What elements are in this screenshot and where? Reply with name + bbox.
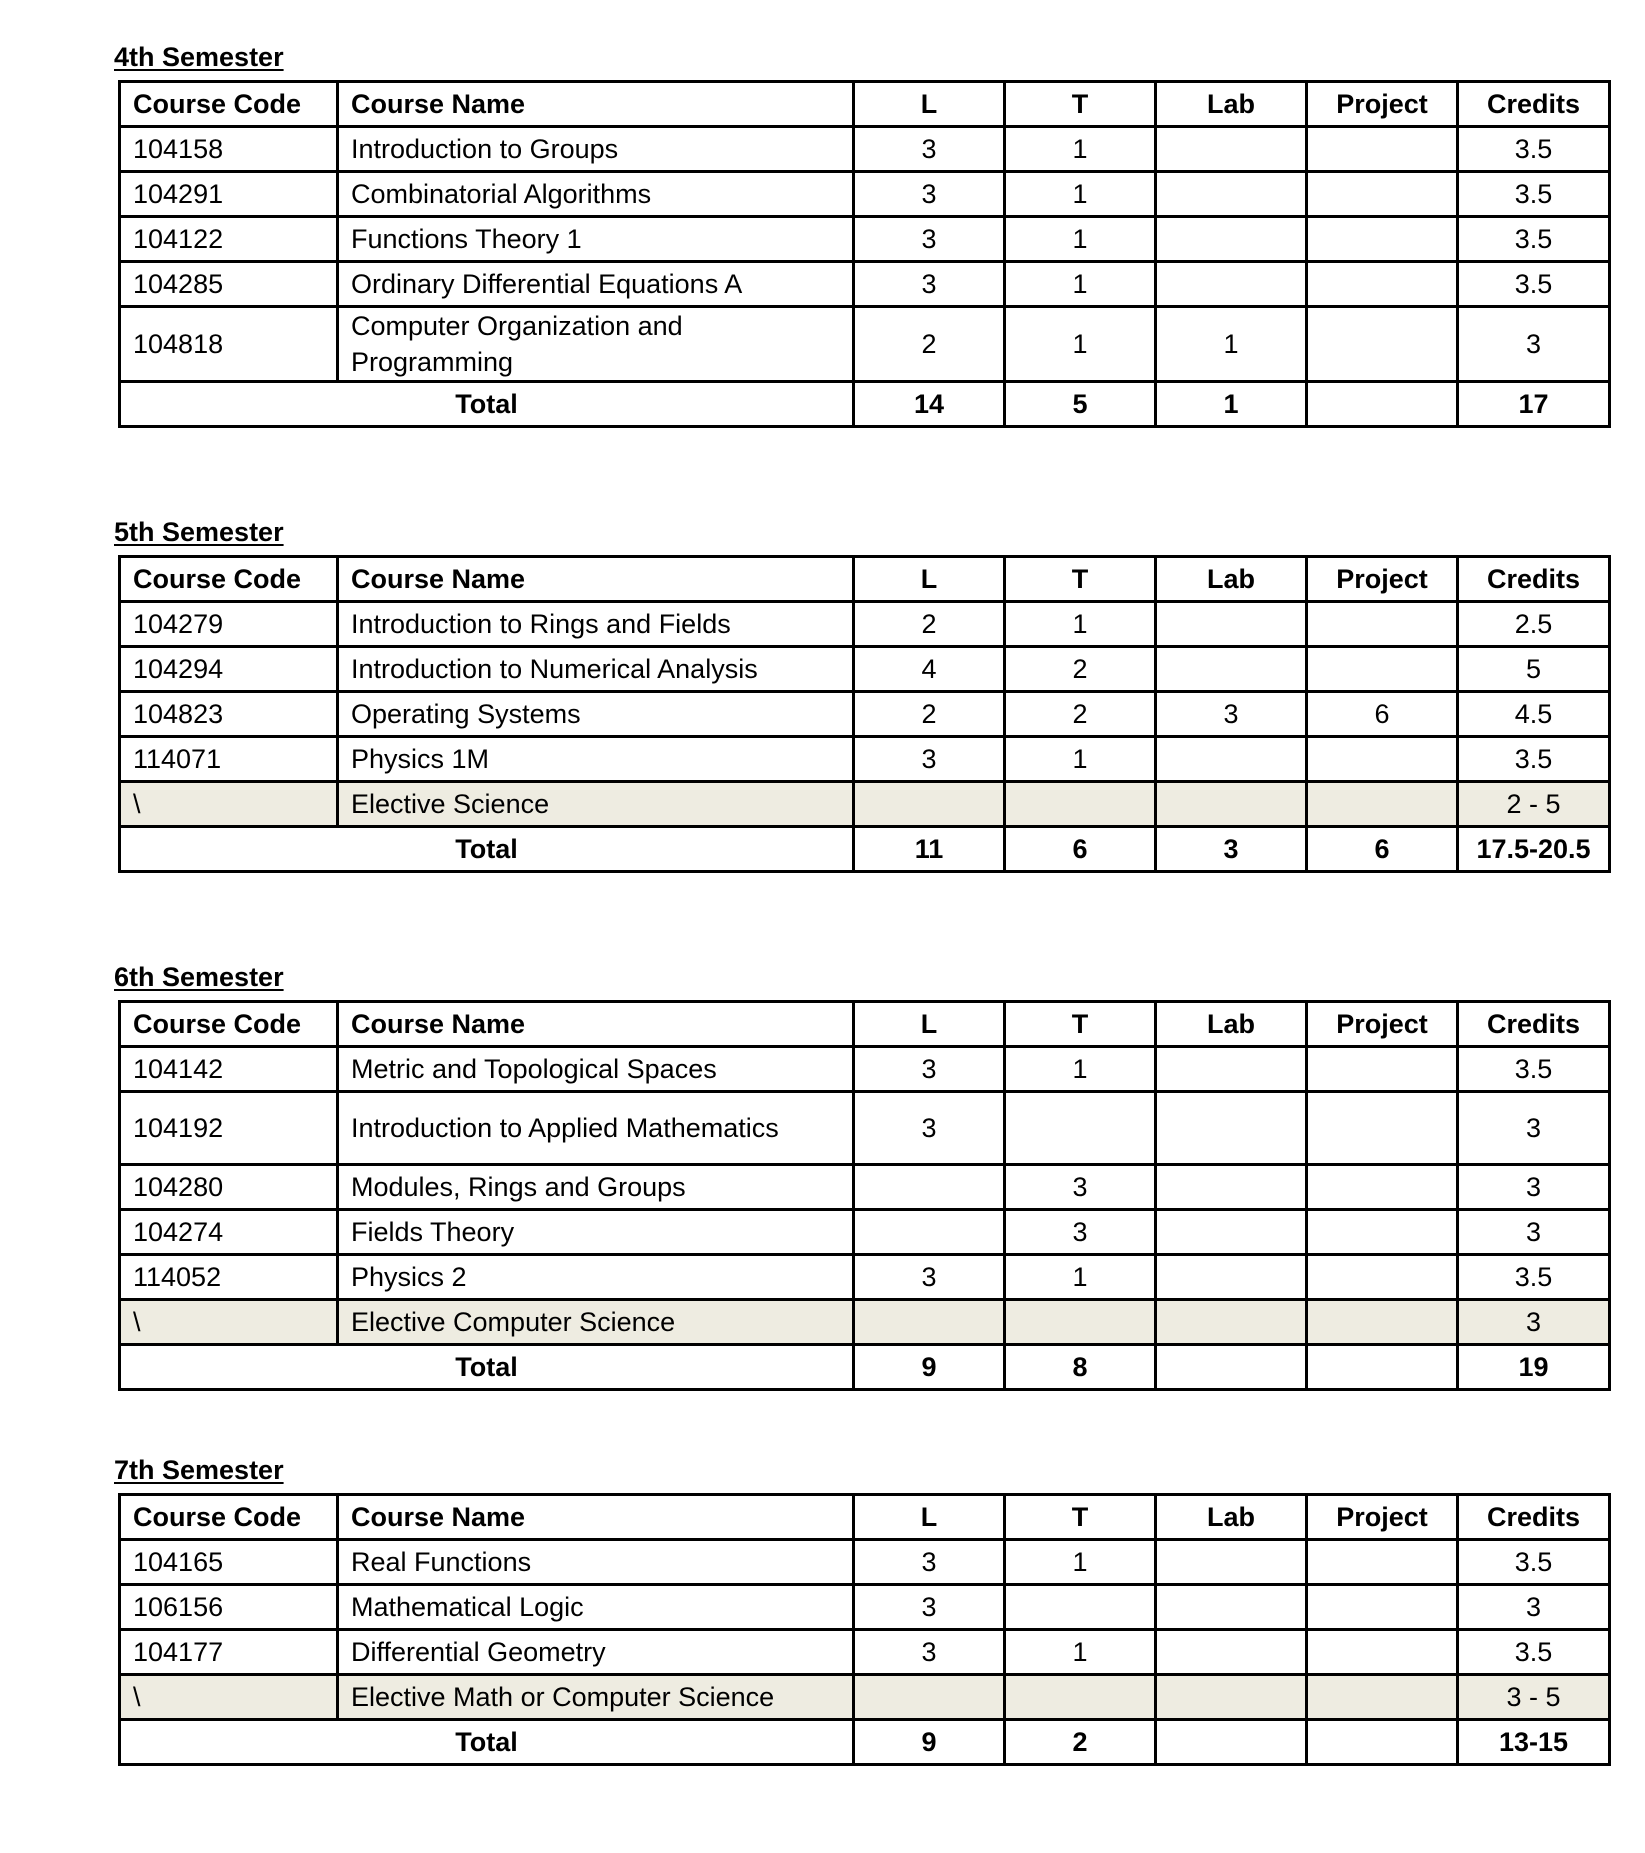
course-code: \ [120, 1675, 338, 1720]
course-l: 2 [854, 692, 1005, 737]
course-name: Metric and Topological Spaces [338, 1047, 854, 1092]
course-lab [1156, 262, 1307, 307]
total-credits: 19 [1458, 1345, 1610, 1390]
course-l [854, 1165, 1005, 1210]
course-l: 3 [854, 1255, 1005, 1300]
header-row [120, 557, 1610, 602]
total-t: 2 [1005, 1720, 1156, 1765]
column-header-code: Course Code [120, 557, 338, 602]
course-credits: 3 - 5 [1458, 1675, 1610, 1720]
course-name: Operating Systems [338, 692, 854, 737]
course-l: 2 [854, 602, 1005, 647]
course-name: Combinatorial Algorithms [338, 172, 854, 217]
course-code: 104142 [120, 1047, 338, 1092]
course-name: Introduction to Groups [338, 127, 854, 172]
course-credits: 3.5 [1458, 1255, 1610, 1300]
course-project [1307, 1047, 1458, 1092]
course-credits: 2 - 5 [1458, 782, 1610, 827]
course-l: 3 [854, 1540, 1005, 1585]
total-l: 14 [854, 382, 1005, 427]
course-lab [1156, 127, 1307, 172]
course-lab [1156, 1300, 1307, 1345]
course-t: 3 [1005, 1210, 1156, 1255]
column-header-t: T [1005, 82, 1156, 127]
course-t: 1 [1005, 172, 1156, 217]
course-t: 1 [1005, 217, 1156, 262]
course-lab [1156, 1585, 1307, 1630]
total-label: Total [120, 827, 854, 872]
course-lab [1156, 1540, 1307, 1585]
course-l: 3 [854, 172, 1005, 217]
total-lab [1156, 1720, 1307, 1765]
column-header-name: Course Name [338, 1002, 854, 1047]
course-credits: 5 [1458, 647, 1610, 692]
elective-row [120, 1300, 1610, 1345]
elective-row [120, 1675, 1610, 1720]
course-code: 104122 [120, 217, 338, 262]
course-l [854, 1675, 1005, 1720]
total-l: 11 [854, 827, 1005, 872]
course-project [1307, 1255, 1458, 1300]
course-row [120, 217, 1610, 262]
course-name: Functions Theory 1 [338, 217, 854, 262]
course-code: 104818 [120, 307, 338, 382]
total-project: 6 [1307, 827, 1458, 872]
course-row [120, 1092, 1610, 1165]
course-code: 104291 [120, 172, 338, 217]
total-l: 9 [854, 1720, 1005, 1765]
column-header-project: Project [1307, 1495, 1458, 1540]
column-header-project: Project [1307, 1002, 1458, 1047]
course-code: 114071 [120, 737, 338, 782]
course-project: 6 [1307, 692, 1458, 737]
course-name: Real Functions [338, 1540, 854, 1585]
header-row [120, 82, 1610, 127]
column-header-code: Course Code [120, 1002, 338, 1047]
course-name: Introduction to Applied Mathematics [338, 1092, 854, 1165]
course-t [1005, 1092, 1156, 1165]
course-project [1307, 1585, 1458, 1630]
course-t: 2 [1005, 647, 1156, 692]
course-row [120, 307, 1610, 382]
course-code: 114052 [120, 1255, 338, 1300]
course-credits: 3 [1458, 1585, 1610, 1630]
course-project [1307, 647, 1458, 692]
semester-5-section [114, 513, 1604, 873]
course-t: 1 [1005, 1630, 1156, 1675]
total-row [120, 382, 1610, 427]
course-lab [1156, 1675, 1307, 1720]
column-header-name: Course Name [338, 1495, 854, 1540]
course-lab [1156, 1255, 1307, 1300]
course-project [1307, 1675, 1458, 1720]
course-l: 3 [854, 217, 1005, 262]
course-credits: 3.5 [1458, 1540, 1610, 1585]
course-name: Elective Science [338, 782, 854, 827]
course-lab [1156, 1092, 1307, 1165]
course-code: 104274 [120, 1210, 338, 1255]
course-l: 4 [854, 647, 1005, 692]
course-code: 104285 [120, 262, 338, 307]
course-credits: 3.5 [1458, 737, 1610, 782]
total-label: Total [120, 1720, 854, 1765]
course-table [118, 1493, 1611, 1766]
total-row [120, 1720, 1610, 1765]
total-label: Total [120, 1345, 854, 1390]
column-header-name: Course Name [338, 557, 854, 602]
course-name: Elective Math or Computer Science [338, 1675, 854, 1720]
course-lab [1156, 782, 1307, 827]
elective-row [120, 782, 1610, 827]
course-project [1307, 307, 1458, 382]
column-header-code: Course Code [120, 82, 338, 127]
column-header-lab: Lab [1156, 1002, 1307, 1047]
course-row [120, 1210, 1610, 1255]
column-header-t: T [1005, 557, 1156, 602]
course-t [1005, 1585, 1156, 1630]
course-name: Introduction to Numerical Analysis [338, 647, 854, 692]
semester-title: 4th Semester [114, 42, 284, 72]
column-header-l: L [854, 1002, 1005, 1047]
course-l [854, 782, 1005, 827]
course-row [120, 1165, 1610, 1210]
course-t: 1 [1005, 127, 1156, 172]
total-label: Total [120, 382, 854, 427]
semester-7-section [114, 1451, 1604, 1766]
course-row [120, 692, 1610, 737]
course-l: 3 [854, 737, 1005, 782]
total-lab: 1 [1156, 382, 1307, 427]
course-l: 3 [854, 1092, 1005, 1165]
course-table [118, 555, 1611, 873]
course-credits: 2.5 [1458, 602, 1610, 647]
course-project [1307, 172, 1458, 217]
total-project [1307, 1345, 1458, 1390]
course-l [854, 1210, 1005, 1255]
course-t: 1 [1005, 602, 1156, 647]
course-lab [1156, 1165, 1307, 1210]
course-project [1307, 1540, 1458, 1585]
course-row [120, 737, 1610, 782]
course-lab [1156, 217, 1307, 262]
course-row [120, 647, 1610, 692]
course-l: 3 [854, 1047, 1005, 1092]
total-t: 8 [1005, 1345, 1156, 1390]
course-t: 1 [1005, 262, 1156, 307]
semester-title: 5th Semester [114, 517, 284, 547]
course-lab [1156, 1630, 1307, 1675]
column-header-code: Course Code [120, 1495, 338, 1540]
course-project [1307, 782, 1458, 827]
course-project [1307, 262, 1458, 307]
column-header-name: Course Name [338, 82, 854, 127]
course-l: 3 [854, 1630, 1005, 1675]
course-lab [1156, 1047, 1307, 1092]
course-row [120, 1540, 1610, 1585]
course-name: Ordinary Differential Equations A [338, 262, 854, 307]
semester-4-section [114, 38, 1604, 428]
course-code: 104294 [120, 647, 338, 692]
course-credits: 3.5 [1458, 127, 1610, 172]
course-project [1307, 737, 1458, 782]
total-l: 9 [854, 1345, 1005, 1390]
semester-title: 6th Semester [114, 962, 284, 992]
course-code: 104165 [120, 1540, 338, 1585]
course-name: Introduction to Rings and Fields [338, 602, 854, 647]
course-row [120, 1585, 1610, 1630]
course-code: 104279 [120, 602, 338, 647]
course-lab [1156, 1210, 1307, 1255]
total-credits: 13-15 [1458, 1720, 1610, 1765]
column-header-credits: Credits [1458, 1495, 1610, 1540]
course-credits: 3 [1458, 1210, 1610, 1255]
total-credits: 17 [1458, 382, 1610, 427]
course-row [120, 1255, 1610, 1300]
column-header-l: L [854, 557, 1005, 602]
course-lab [1156, 172, 1307, 217]
course-lab: 1 [1156, 307, 1307, 382]
course-l: 3 [854, 127, 1005, 172]
column-header-project: Project [1307, 557, 1458, 602]
course-project [1307, 127, 1458, 172]
course-name: Fields Theory [338, 1210, 854, 1255]
column-header-lab: Lab [1156, 82, 1307, 127]
course-credits: 3.5 [1458, 1047, 1610, 1092]
course-code: \ [120, 782, 338, 827]
total-project [1307, 382, 1458, 427]
header-row [120, 1002, 1610, 1047]
course-t [1005, 782, 1156, 827]
course-t: 2 [1005, 692, 1156, 737]
course-name: Physics 2 [338, 1255, 854, 1300]
course-credits: 3.5 [1458, 262, 1610, 307]
total-row [120, 1345, 1610, 1390]
course-row [120, 262, 1610, 307]
course-project [1307, 1210, 1458, 1255]
course-table [118, 80, 1611, 428]
total-project [1307, 1720, 1458, 1765]
course-credits: 3 [1458, 307, 1610, 382]
column-header-l: L [854, 82, 1005, 127]
course-project [1307, 1092, 1458, 1165]
column-header-t: T [1005, 1002, 1156, 1047]
course-code: \ [120, 1300, 338, 1345]
course-name: Elective Computer Science [338, 1300, 854, 1345]
course-code: 104823 [120, 692, 338, 737]
course-lab: 3 [1156, 692, 1307, 737]
semester-6-section [114, 958, 1604, 1391]
total-lab [1156, 1345, 1307, 1390]
course-row [120, 602, 1610, 647]
course-row [120, 172, 1610, 217]
column-header-project: Project [1307, 82, 1458, 127]
column-header-credits: Credits [1458, 82, 1610, 127]
course-name: Mathematical Logic [338, 1585, 854, 1630]
column-header-t: T [1005, 1495, 1156, 1540]
course-credits: 3.5 [1458, 1630, 1610, 1675]
course-credits: 3.5 [1458, 217, 1610, 262]
course-project [1307, 217, 1458, 262]
course-credits: 3 [1458, 1165, 1610, 1210]
course-code: 104192 [120, 1092, 338, 1165]
course-l: 2 [854, 307, 1005, 382]
course-project [1307, 602, 1458, 647]
column-header-l: L [854, 1495, 1005, 1540]
column-header-lab: Lab [1156, 557, 1307, 602]
course-t [1005, 1300, 1156, 1345]
course-t: 3 [1005, 1165, 1156, 1210]
course-row [120, 1047, 1610, 1092]
course-lab [1156, 737, 1307, 782]
course-t: 1 [1005, 1047, 1156, 1092]
course-lab [1156, 647, 1307, 692]
total-row [120, 827, 1610, 872]
course-project [1307, 1630, 1458, 1675]
course-code: 104280 [120, 1165, 338, 1210]
column-header-credits: Credits [1458, 557, 1610, 602]
column-header-credits: Credits [1458, 1002, 1610, 1047]
course-table [118, 1000, 1611, 1391]
course-l: 3 [854, 262, 1005, 307]
total-t: 6 [1005, 827, 1156, 872]
course-project [1307, 1165, 1458, 1210]
course-name: Differential Geometry [338, 1630, 854, 1675]
course-lab [1156, 602, 1307, 647]
course-row [120, 127, 1610, 172]
course-credits: 4.5 [1458, 692, 1610, 737]
course-t: 1 [1005, 737, 1156, 782]
total-lab: 3 [1156, 827, 1307, 872]
total-credits: 17.5-20.5 [1458, 827, 1610, 872]
course-code: 104177 [120, 1630, 338, 1675]
semester-title: 7th Semester [114, 1455, 284, 1485]
column-header-lab: Lab [1156, 1495, 1307, 1540]
course-project [1307, 1300, 1458, 1345]
course-name: Modules, Rings and Groups [338, 1165, 854, 1210]
course-code: 104158 [120, 127, 338, 172]
course-t [1005, 1675, 1156, 1720]
course-code: 106156 [120, 1585, 338, 1630]
course-row [120, 1630, 1610, 1675]
course-name: Physics 1M [338, 737, 854, 782]
course-name: Computer Organization and Programming [338, 307, 854, 382]
course-l [854, 1300, 1005, 1345]
course-credits: 3.5 [1458, 172, 1610, 217]
total-t: 5 [1005, 382, 1156, 427]
course-t: 1 [1005, 307, 1156, 382]
course-credits: 3 [1458, 1092, 1610, 1165]
header-row [120, 1495, 1610, 1540]
course-l: 3 [854, 1585, 1005, 1630]
course-t: 1 [1005, 1255, 1156, 1300]
course-credits: 3 [1458, 1300, 1610, 1345]
course-t: 1 [1005, 1540, 1156, 1585]
